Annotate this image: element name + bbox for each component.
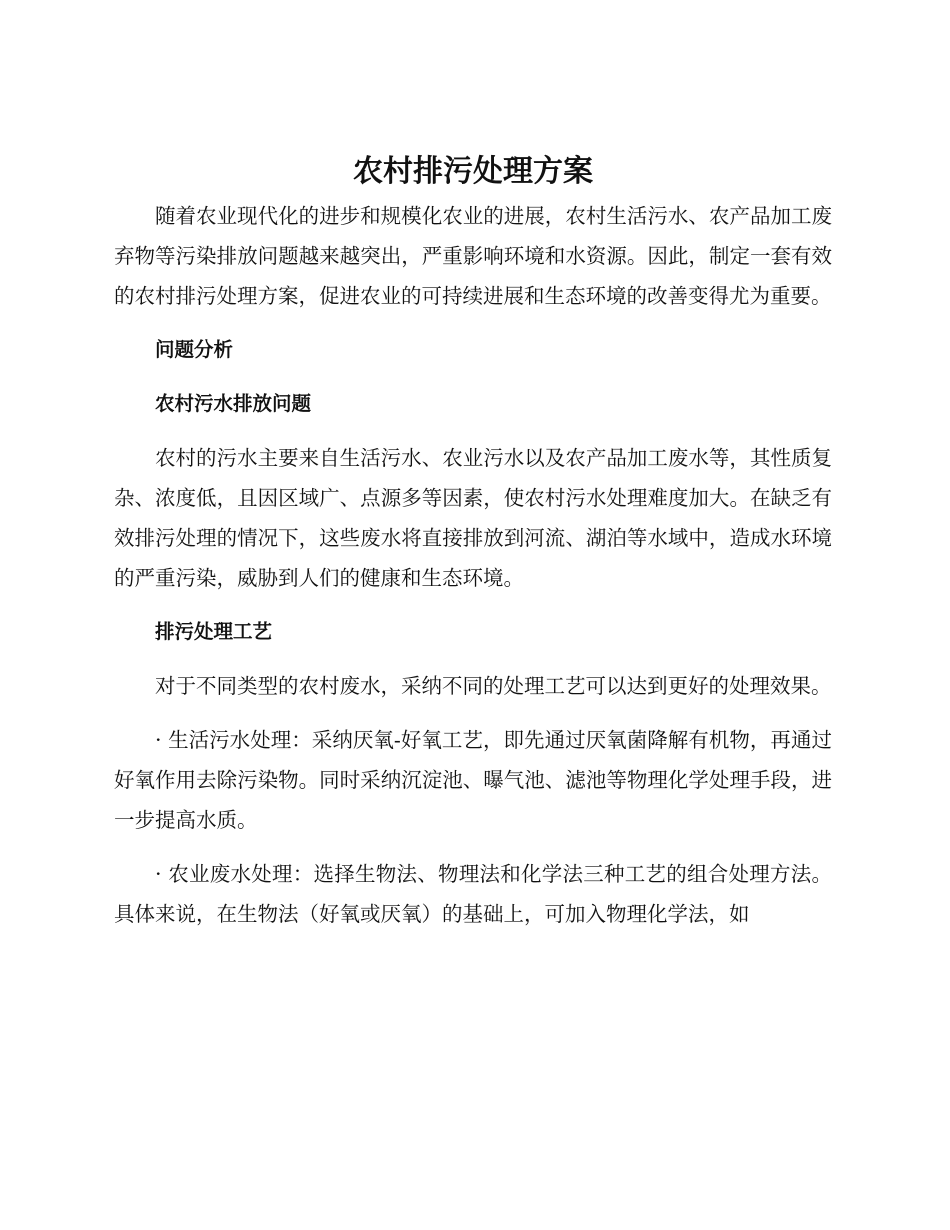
bullet-domestic-sewage: · 生活污水处理：采纳厌氧-好氧工艺，即先通过厌氧菌降解有机物，再通过好氧作用去除污染物。同时采纳沉淀池、曝气池、滤池等物理化学处理手段，进一步提高水质。 — [114, 728, 832, 832]
section-heading-problem-analysis: 问题分析 — [155, 338, 234, 361]
spacer — [114, 370, 832, 384]
spacer — [114, 840, 832, 854]
spacer — [114, 424, 832, 438]
intro-paragraph: 随着农业现代化的进步和规模化农业的进展，农村生活污水、农产品加工废弃物等污染排放问题越来越突出，严重影响环境和水资源。因此，制定一套有效的农村排污处理方案，促进农业的可持续进展和生态环境的改善变得尤为重要。 — [114, 204, 832, 308]
spacer — [114, 706, 832, 720]
subsection-heading-treatment-process: 排污处理工艺 — [155, 620, 273, 643]
spacer — [114, 598, 832, 612]
document-body — [114, 150, 832, 934]
spacer — [114, 316, 832, 330]
subsection-heading-sewage-discharge: 农村污水排放问题 — [155, 392, 312, 415]
document-title: 农村排污处理方案 — [353, 154, 593, 189]
spacer — [114, 652, 832, 666]
bullet-agricultural-wastewater: · 农业废水处理：选择生物法、物理法和化学法三种工艺的组合处理方法。具体来说，在生物法（好氧或厌氧）的基础上，可加入物理化学法，如 — [114, 862, 832, 926]
sewage-paragraph: 农村的污水主要来自生活污水、农业污水以及农产品加工废水等，其性质复杂、浓度低，且因区域广、点源多等因素，使农村污水处理难度加大。在缺乏有效排污处理的情况下，这些废水将直接排放到河流、湖泊等水域中，造成水环境的严重污染，威胁到人们的健康和生态环境。 — [114, 446, 832, 590]
process-intro-paragraph: 对于不同类型的农村废水，采纳不同的处理工艺可以达到更好的处理效果。 — [155, 674, 832, 698]
